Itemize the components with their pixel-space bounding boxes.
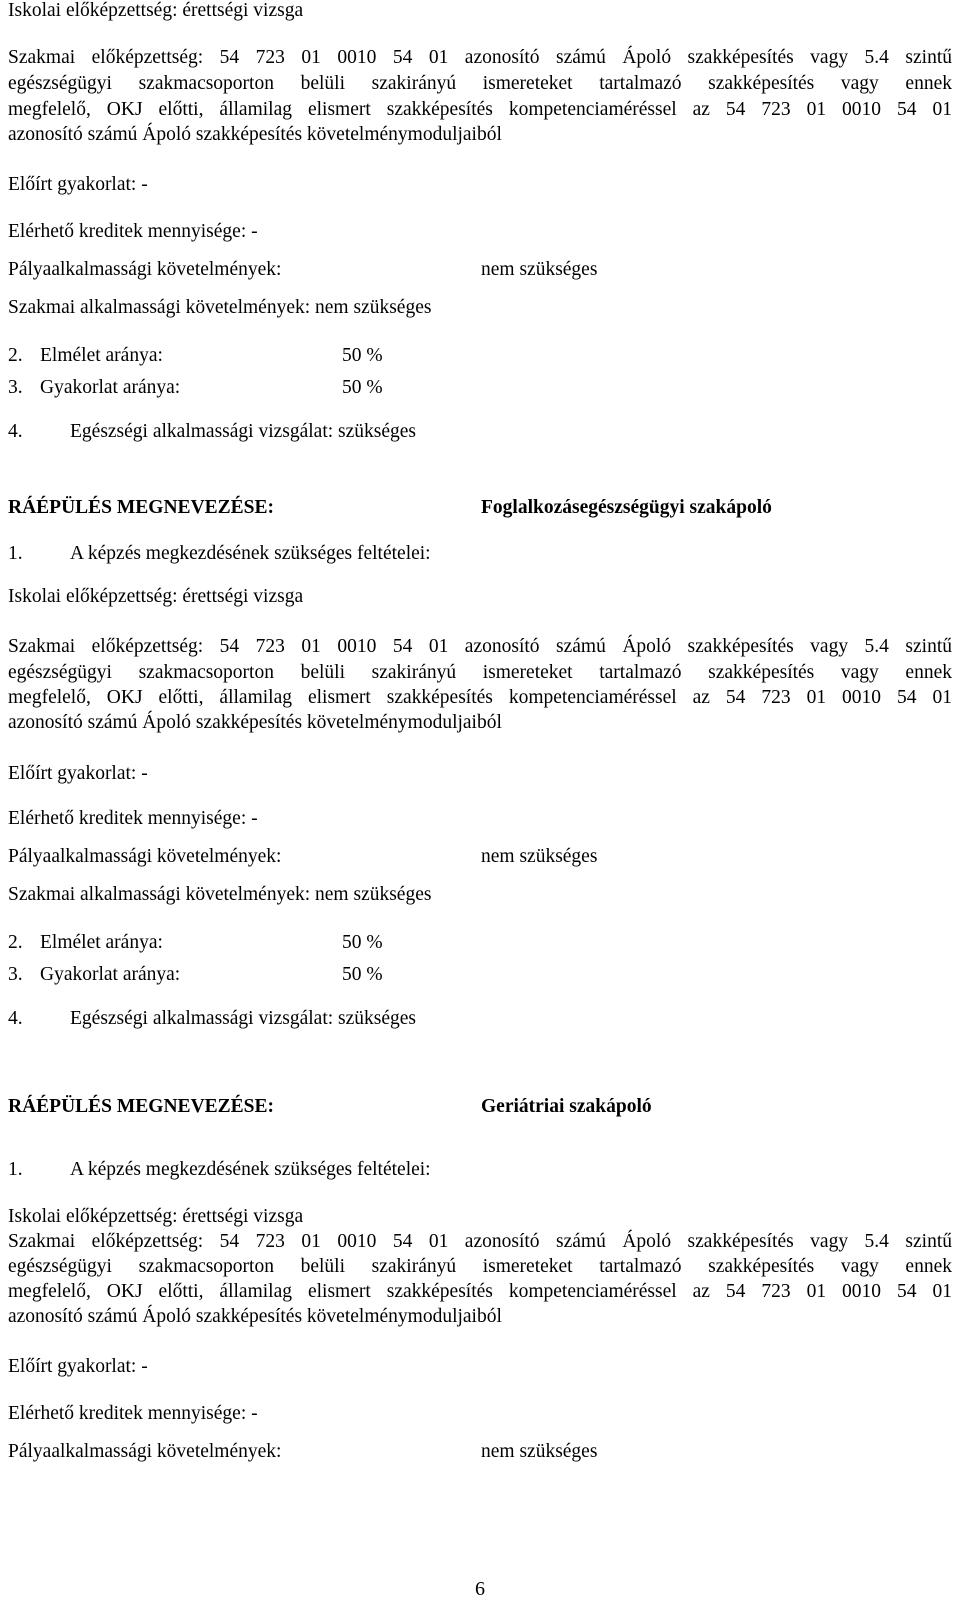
eloirt-gyakorlat: Előírt gyakorlat: - [8,174,148,195]
raepules-heading-label: RÁÉPÜLÉS MEGNEVEZÉSE: [8,497,275,518]
egeszsegi-alkalmassagi: 4. Egészségi alkalmassági vizsgálat: szükséges [8,421,417,442]
palyaalkalmassagi-value: nem szükséges [481,846,598,867]
szakmai-elokepzettseg-line: megfelelő, OKJ előtti, államilag elismert szakképesítés kompetenciaméréssel az 54 723 01 0010 54 01 [8,1281,952,1302]
elmelet-aranya-value: 50 % [342,932,383,953]
raepules-heading-value: Foglalkozásegészségügyi szakápoló [481,497,772,518]
palyaalkalmassagi-value: nem szükséges [481,1441,598,1462]
szakmai-alkalmassagi: Szakmai alkalmassági követelmények: nem szükséges [8,884,432,905]
szakmai-elokepzettseg-line: Szakmai előképzettség: 54 723 01 0010 54 01 azonosító számú Ápoló szakképesítés vagy 5.4 szintű [8,1231,952,1252]
palyaalkalmassagi-label: Pályaalkalmassági követelmények: [8,259,282,280]
kepzes-feltetelei: 1. A képzés megkezdésének szükséges feltételei: [8,543,431,564]
szakmai-elokepzettseg-line: Szakmai előképzettség: 54 723 01 0010 54 01 azonosító számú Ápoló szakképesítés vagy 5.4 szintű [8,47,952,68]
gyakorlat-aranya-value: 50 % [342,964,383,985]
iskolai-elokepzettseg: Iskolai előképzettség: érettségi vizsga [8,0,304,21]
szakmai-elokepzettseg-line: Szakmai előképzettség: 54 723 01 0010 54 01 azonosító számú Ápoló szakképesítés vagy 5.4 szintű [8,636,952,657]
elmelet-aranya: 2. Elmélet aránya: [8,932,163,953]
elmelet-aranya-value: 50 % [342,345,383,366]
kreditek-mennyisege: Elérhető kreditek mennyisége: - [8,221,258,242]
page-number: 6 [475,1578,485,1600]
szakmai-alkalmassagi: Szakmai alkalmassági követelmények: nem szükséges [8,297,432,318]
szakmai-elokepzettseg-line: egészségügyi szakmacsoporton belüli szakirányú ismereteket tartalmazó szakképesítés vagy ennek [8,1256,952,1277]
gyakorlat-aranya: 3. Gyakorlat aránya: [8,377,181,398]
palyaalkalmassagi-label: Pályaalkalmassági követelmények: [8,846,282,867]
eloirt-gyakorlat: Előírt gyakorlat: - [8,763,148,784]
szakmai-elokepzettseg-line: egészségügyi szakmacsoporton belüli szakirányú ismereteket tartalmazó szakképesítés vagy ennek [8,662,952,683]
kreditek-mennyisege: Elérhető kreditek mennyisége: - [8,808,258,829]
szakmai-elokepzettseg-line: egészségügyi szakmacsoporton belüli szakirányú ismereteket tartalmazó szakképesítés vagy ennek [8,73,952,94]
gyakorlat-aranya: 3. Gyakorlat aránya: [8,964,181,985]
elmelet-aranya: 2. Elmélet aránya: [8,345,163,366]
gyakorlat-aranya-value: 50 % [342,377,383,398]
egeszsegi-alkalmassagi: 4. Egészségi alkalmassági vizsgálat: szükséges [8,1008,417,1029]
szakmai-elokepzettseg-line: azonosító számú Ápoló szakképesítés követelménymoduljaiból [8,712,502,733]
szakmai-elokepzettseg-line: azonosító számú Ápoló szakképesítés követelménymoduljaiból [8,124,502,145]
raepules-heading-value: Geriátriai szakápoló [481,1096,652,1117]
szakmai-elokepzettseg-line: megfelelő, OKJ előtti, államilag elismert szakképesítés kompetenciaméréssel az 54 723 01 0010 54 01 [8,687,952,708]
kreditek-mennyisege: Elérhető kreditek mennyisége: - [8,1403,258,1424]
szakmai-elokepzettseg-line: azonosító számú Ápoló szakképesítés követelménymoduljaiból [8,1306,502,1327]
palyaalkalmassagi-label: Pályaalkalmassági követelmények: [8,1441,282,1462]
iskolai-elokepzettseg: Iskolai előképzettség: érettségi vizsga [8,1206,304,1227]
eloirt-gyakorlat: Előírt gyakorlat: - [8,1356,148,1377]
palyaalkalmassagi-value: nem szükséges [481,259,598,280]
szakmai-elokepzettseg-line: megfelelő, OKJ előtti, államilag elismert szakképesítés kompetenciaméréssel az 54 723 01 0010 54 01 [8,99,952,120]
iskolai-elokepzettseg: Iskolai előképzettség: érettségi vizsga [8,586,304,607]
kepzes-feltetelei: 1. A képzés megkezdésének szükséges feltételei: [8,1159,431,1180]
raepules-heading-label: RÁÉPÜLÉS MEGNEVEZÉSE: [8,1096,275,1117]
